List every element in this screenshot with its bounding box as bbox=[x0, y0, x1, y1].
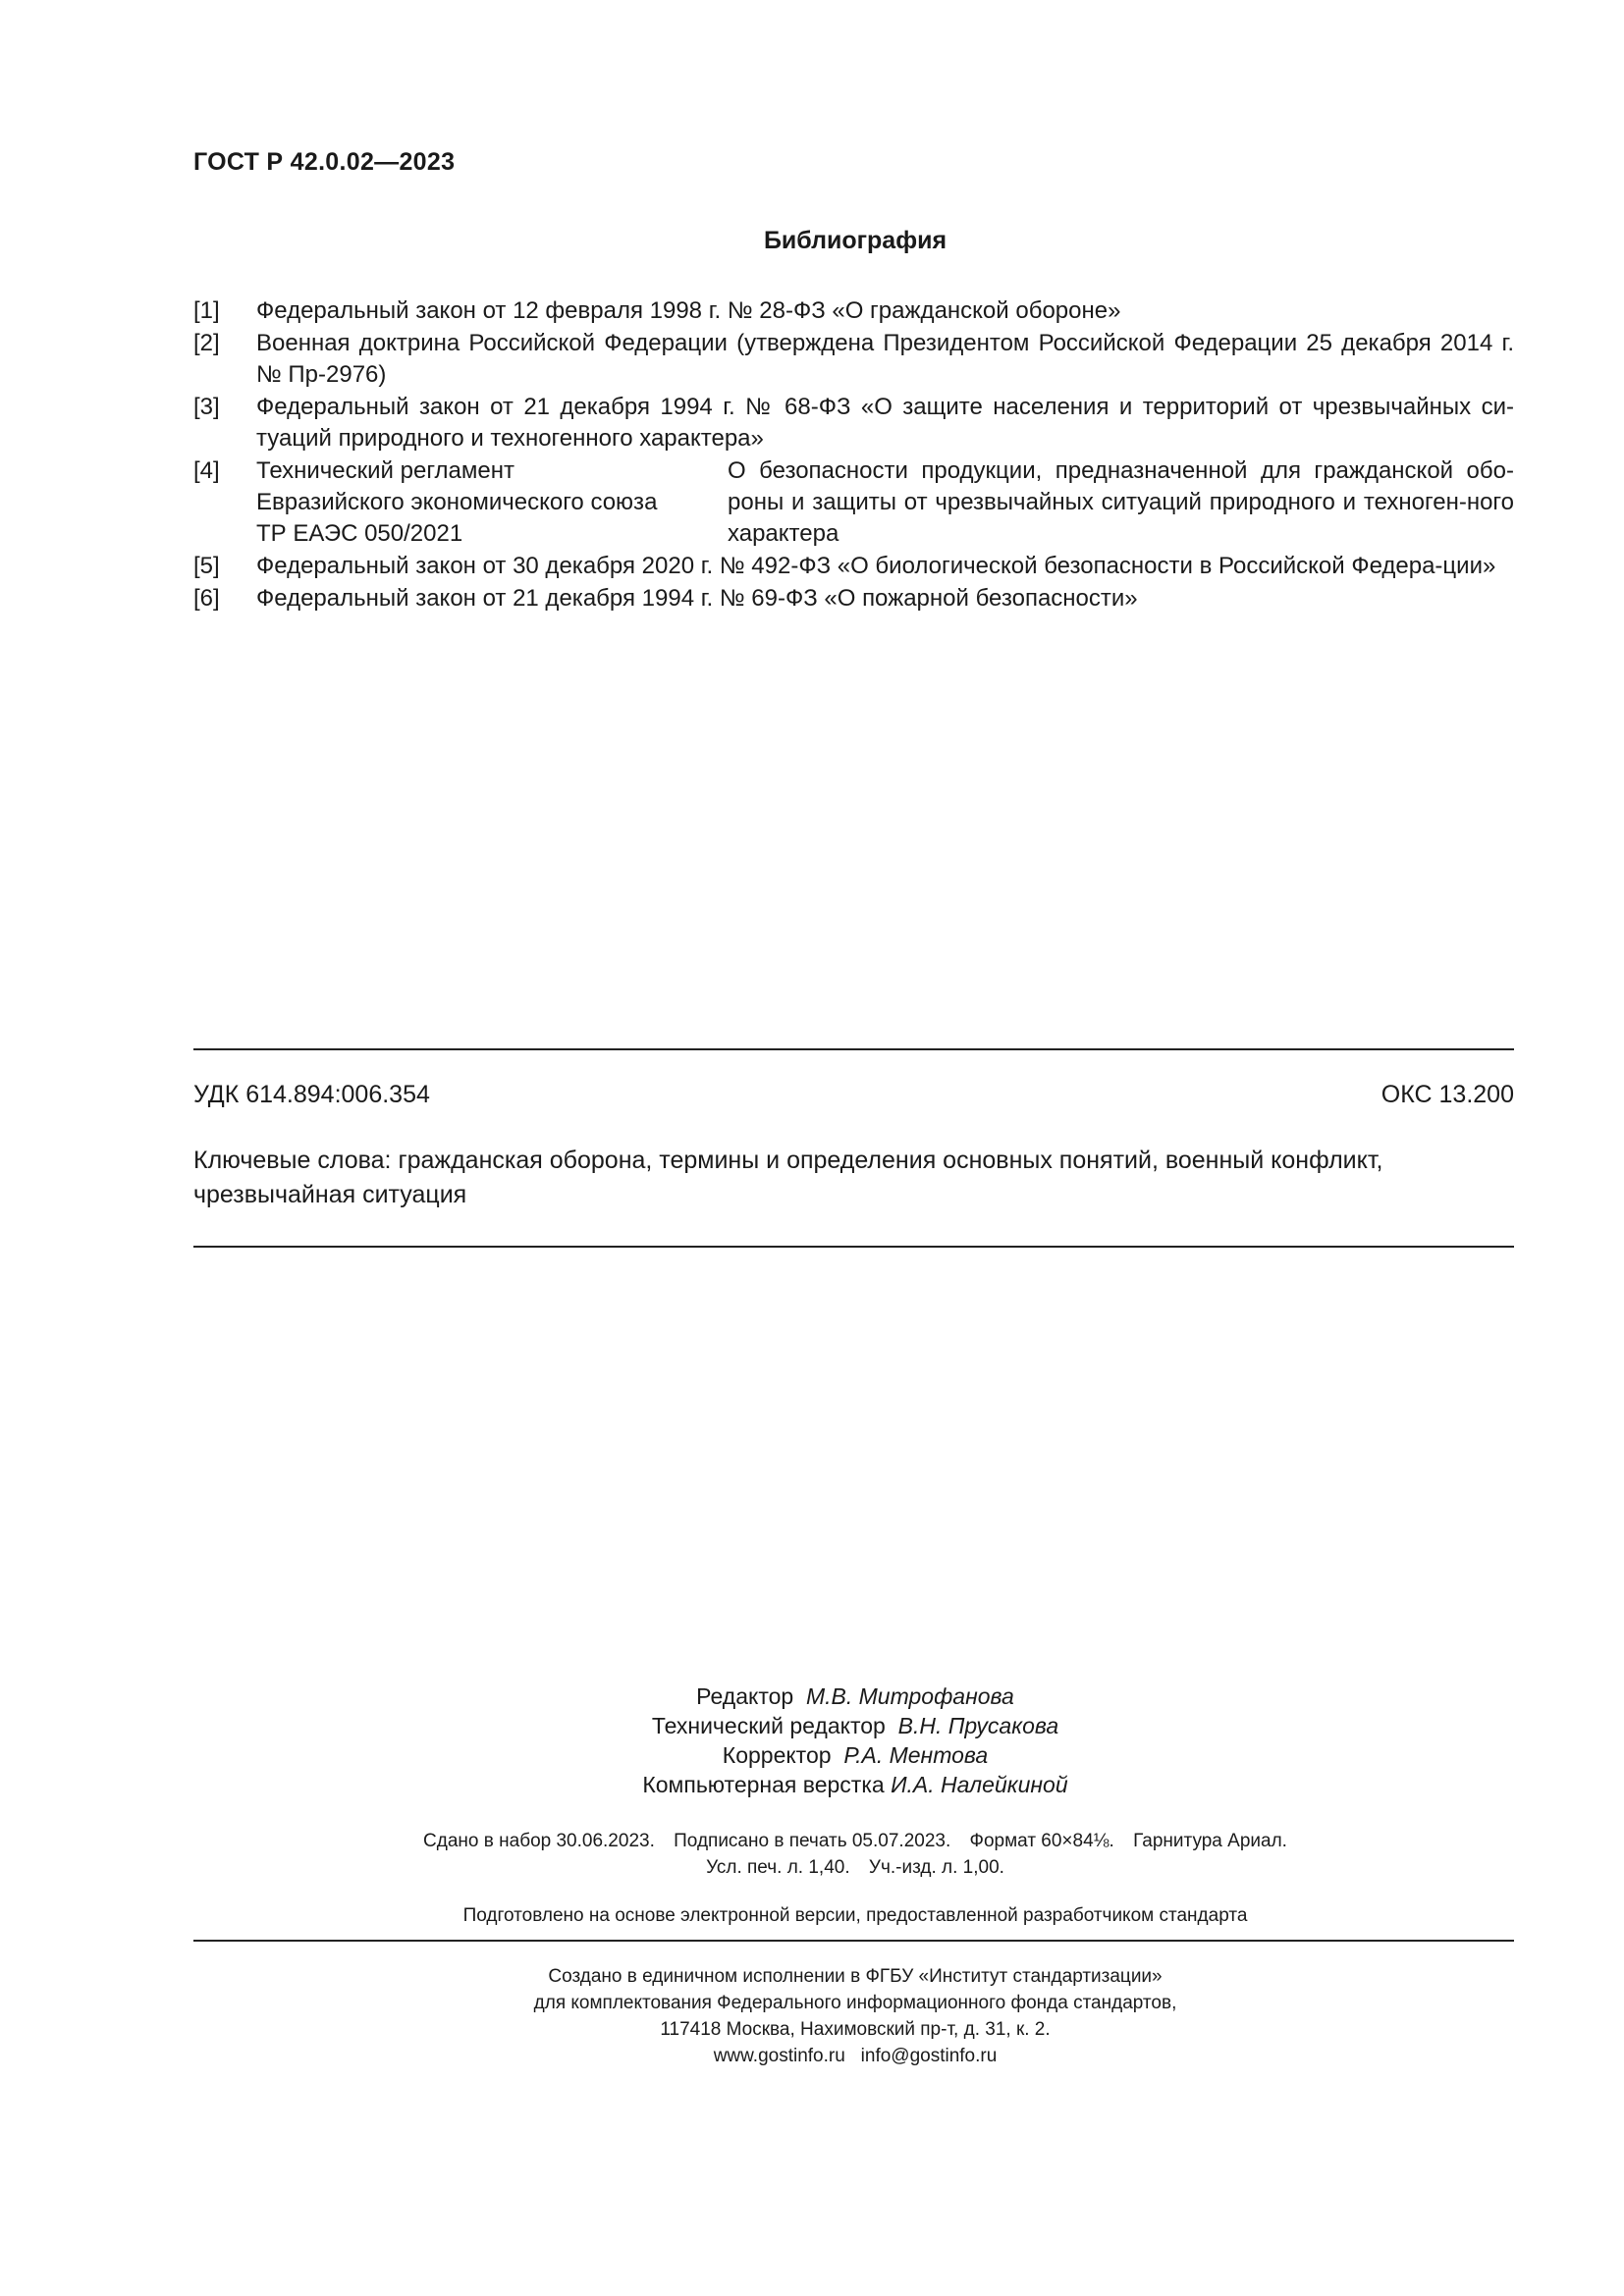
bibliography-item bbox=[193, 583, 1514, 614]
signed-date: Подписано в печать 05.07.2023. bbox=[674, 1831, 951, 1851]
bibliography-item-number: [4] bbox=[193, 457, 220, 484]
bibliography-item-text: Федеральный закон от 21 декабря 1994 г. № 69-ФЗ «О пожарной безопасности» bbox=[256, 585, 1138, 612]
bibliography-item-text: Федеральный закон от 30 декабря 2020 г. № 492-ФЗ «О биологической безопасности в Российской Федера-ции» bbox=[256, 553, 1496, 579]
typeface: Гарнитура Ариал. bbox=[1133, 1831, 1287, 1851]
credit-line bbox=[0, 1711, 1624, 1740]
bibliography-item-number: [1] bbox=[193, 297, 220, 324]
bibliography-item-number: [5] bbox=[193, 553, 220, 579]
credit-line bbox=[0, 1770, 1624, 1799]
bibliography-item bbox=[193, 328, 1514, 391]
publication-sheets: Уч.-изд. л. 1,00. bbox=[868, 1857, 1004, 1878]
credit-role: Редактор bbox=[696, 1683, 794, 1709]
divider-footer bbox=[193, 1940, 1514, 1942]
bibliography-item-number: [3] bbox=[193, 394, 220, 420]
submitted-date: Сдано в набор 30.06.2023. bbox=[423, 1831, 655, 1851]
credit-name: М.В. Митрофанова bbox=[805, 1683, 1014, 1709]
credit-line bbox=[0, 1682, 1624, 1711]
bibliography-item-text: Федеральный закон от 12 февраля 1998 г. № 28-ФЗ «О гражданской обороне» bbox=[256, 297, 1121, 324]
bibliography-item bbox=[193, 295, 1514, 327]
regulation-title: О безопасности продукции, предназначенной для гражданской обо-роны и защиты от чрезвычайных ситуаций природного и техноген-ного характера bbox=[728, 457, 1514, 547]
regulation-designation bbox=[256, 455, 728, 550]
created-line: Создано в единичном исполнении в ФГБУ «Институт стандартизации» bbox=[548, 1966, 1163, 1987]
print-info-line bbox=[0, 1854, 1624, 1881]
credit-name: Р.А. Ментова bbox=[843, 1742, 989, 1768]
bibliography-item-text: Федеральный закон от 21 декабря 1994 г. № 68-ФЗ «О защите населения и территорий от чрезвычайных си-туаций природного и техногенного характера» bbox=[256, 394, 1514, 452]
printed-sheets: Усл. печ. л. 1,40. bbox=[706, 1857, 850, 1878]
email-link[interactable]: info@gostinfo.ru bbox=[860, 2046, 998, 2066]
credit-name: И.А. Налейкиной bbox=[891, 1772, 1068, 1797]
contact-line bbox=[0, 2043, 1624, 2069]
regulation-designation-line: ТР ЕАЭС 050/2021 bbox=[256, 520, 463, 547]
credit-name: В.Н. Прусакова bbox=[897, 1713, 1059, 1738]
keywords: Ключевые слова: гражданская оборона, термины и определения основных понятий, военный конфликт, чрезвычайная ситуация bbox=[193, 1147, 1383, 1208]
print-info bbox=[0, 1828, 1624, 1881]
created-block bbox=[0, 1963, 1624, 2069]
bibliography-item-number: [6] bbox=[193, 585, 220, 612]
print-format: Формат 60×84⅛. bbox=[969, 1831, 1114, 1851]
divider-bottom bbox=[193, 1246, 1514, 1248]
standard-code: ГОСТ Р 42.0.02—2023 bbox=[193, 148, 456, 176]
credit-role: Технический редактор bbox=[651, 1713, 886, 1738]
bibliography-title: Библиография bbox=[763, 227, 947, 254]
bibliography-item-two-column bbox=[256, 455, 1514, 550]
bibliography-list bbox=[193, 295, 1514, 615]
credit-line bbox=[0, 1740, 1624, 1770]
credits-block bbox=[0, 1682, 1624, 1799]
udk-code: УДК 614.894:006.354 bbox=[193, 1081, 430, 1108]
created-line: 117418 Москва, Нахимовский пр-т, д. 31, к. 2. bbox=[660, 2019, 1051, 2040]
credit-role: Компьютерная верстка bbox=[642, 1772, 885, 1797]
regulation-designation-line: Технический регламент bbox=[256, 457, 514, 484]
created-line: для комплектования Федерального информационного фонда стандартов, bbox=[533, 1993, 1177, 2013]
regulation-designation-line: Евразийского экономического союза bbox=[256, 489, 658, 515]
bibliography-item bbox=[193, 392, 1514, 454]
print-info-line bbox=[0, 1828, 1624, 1854]
prepared-note: Подготовлено на основе электронной версии, предоставленной разработчиком стандарта bbox=[462, 1905, 1248, 1926]
credit-role: Корректор bbox=[722, 1742, 832, 1768]
bibliography-item bbox=[193, 551, 1514, 582]
bibliography-item-text: Военная доктрина Российской Федерации (утверждена Президентом Российской Федерации 25 декабря 2014 г. № Пр-2976) bbox=[256, 330, 1514, 388]
oks-code: ОКС 13.200 bbox=[1380, 1081, 1514, 1108]
bibliography-item-number: [2] bbox=[193, 330, 220, 356]
divider-top bbox=[193, 1048, 1514, 1050]
website-link[interactable]: www.gostinfo.ru bbox=[713, 2046, 845, 2066]
bibliography-item bbox=[193, 455, 1514, 550]
